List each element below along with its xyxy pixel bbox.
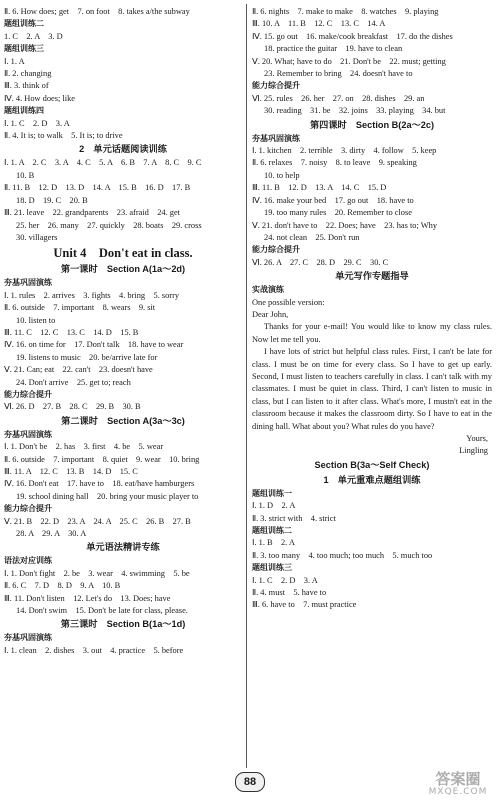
answer-line: Ⅱ. 2. changing — [4, 69, 52, 79]
answer-line: Ⅰ. 1. Don't fight 2. be 3. wear 4. swimming 5. be — [4, 568, 190, 578]
exercise-label: 题组训练四 — [4, 106, 44, 116]
answer-line: Ⅳ. 16. on time for 17. Don't talk 18. have to wear — [4, 340, 184, 350]
answer-line: Ⅳ. 16. Don't eat 17. have to 18. eat/have hamburgers — [4, 479, 195, 489]
answer-line: Ⅱ. 3. too many 4. too much; too much 5. much too — [252, 550, 433, 560]
answer-line: 24. Don't arrive 25. get to; reach — [16, 377, 131, 387]
answer-line: Ⅰ. 1. D 2. A — [252, 501, 296, 511]
answer-line: 23. Remember to bring 24. doesn't have to — [264, 69, 413, 79]
answer-line: 19. too many rules 20. Remember to close — [264, 208, 412, 218]
answer-line: 10. listen to — [16, 315, 56, 325]
answer-line: Ⅱ. 6. How does; get 7. on foot 8. takes a/the subway — [4, 7, 190, 16]
answer-line: Ⅱ. 6. outside 7. important 8. wears 9. sit — [4, 303, 156, 313]
answer-line: Ⅲ. 11. Don't listen 12. Let's do 13. Does; have — [4, 593, 171, 603]
exercise-label: 语法对应训练 — [4, 556, 52, 566]
answer-line: 10. to help — [264, 170, 300, 180]
answer-line: Ⅴ. 21. B 22. D 23. A 24. A 25. C 26. B 27. B — [4, 516, 191, 526]
answer-line: Ⅵ. 25. rules 26. her 27. on 28. dishes 29. an — [252, 93, 425, 103]
answer-line: Ⅴ. 20. What; have to do 21. Don't be 22. must; getting — [252, 56, 446, 66]
answer-line: Ⅱ. 6. C 7. D 8. D 9. A 10. B — [4, 581, 121, 591]
section-heading: Unit 4 Don't eat in class. — [53, 246, 193, 261]
answer-line: Yours, — [466, 434, 488, 443]
answer-line: Ⅰ. 1. clean 2. dishes 3. out 4. practice 5. before — [4, 645, 184, 655]
answer-line: Dear John, — [252, 309, 289, 319]
answer-line: Ⅲ. 11. C 12. C 13. C 14. D 15. B — [4, 327, 139, 337]
answer-line: Ⅲ. 21. leave 22. grandparents 23. afraid 24. get — [4, 208, 181, 218]
section-heading: 第一课时 Section A(1a～2d) — [60, 264, 186, 275]
exercise-label: 能力综合提升 — [252, 81, 300, 91]
answer-line: 19. listens to music 20. be/arrive late for — [16, 352, 158, 362]
exercise-label: 题组训练三 — [4, 44, 44, 54]
answer-line: Ⅰ. 1. B 2. A — [252, 538, 295, 548]
answer-line: 19. school dining hall 20. bring your music player to — [16, 491, 199, 501]
section-heading: 单元语法精讲专练 — [86, 542, 160, 553]
exercise-label: 题组训练三 — [252, 563, 292, 573]
answer-line: Ⅲ. 11. B 12. D 13. A 14. C 15. D — [252, 183, 387, 193]
answer-line: Ⅳ. 16. make your bed 17. go out 18. have to — [252, 195, 414, 205]
answer-line: Ⅱ. 6. relaxes 7. noisy 8. to leave 9. speaking — [252, 158, 417, 168]
answer-line: 10. B — [16, 170, 35, 180]
section-heading: 第四课时 Section B(2a～2c) — [309, 119, 435, 130]
answer-line: 30. reading 31. be 32. joins 33. playing 34. but — [264, 106, 446, 116]
answer-line: Ⅰ. 1. Don't be 2. has 3. first 4. be 5. wear — [4, 442, 164, 452]
answer-line: Ⅳ. 4. How does; like — [4, 93, 75, 103]
watermark-text: 答案圈 — [435, 770, 481, 788]
answer-line: 30. villagers — [16, 232, 58, 242]
answer-line: Ⅱ. 6. outside 7. important 8. quiet 9. wear 10. bring — [4, 454, 200, 464]
answer-line: Ⅰ. 1. rules 2. arrives 3. fights 4. bring 5. sorry — [4, 290, 180, 300]
answer-line: Ⅰ. 1. A 2. C 3. A 4. C 5. A 6. B 7. A 8. C 9. C — [4, 158, 202, 168]
answer-line: Ⅰ. 1. C 2. D 3. A — [4, 118, 70, 128]
watermark-logo — [418, 772, 498, 800]
right-column — [252, 6, 492, 612]
exercise-label: 能力综合提升 — [4, 389, 52, 399]
exercise-label: 题组训练一 — [252, 488, 292, 498]
column-divider — [246, 4, 247, 768]
answer-line: Ⅵ. 26. A 27. C 28. D 29. C 30. C — [252, 257, 389, 267]
answer-line: Ⅲ. 3. think of — [4, 81, 49, 91]
answer-line: 25. her 26. many 27. quickly 28. boats 29. cross — [16, 220, 202, 230]
exercise-label: 能力综合提升 — [252, 245, 300, 255]
exercise-label: 夯基巩固演练 — [4, 278, 52, 288]
exercise-label: 题组训练二 — [4, 19, 44, 29]
exercise-label: 夯基巩固演练 — [252, 133, 300, 143]
exercise-label: 夯基巩固演练 — [4, 429, 52, 439]
section-heading: 单元写作专题指导 — [335, 271, 409, 282]
answer-line: Ⅱ. 4. It is; to walk 5. It is; to drive — [4, 131, 123, 141]
letter-paragraph: I have lots of strict but helpful class rules. First, I can't be late for class. I must be on time for every class. So I have to get up early. Second, I must listen to teachers carefully in class. I can't talk with my classmates. I must be quiet in class. Third, I can't listen to music in class, but I can listen to it after class. What's more, I mustn't eat in the classroom because it makes the classroom dirty. So I have to eat in the dining hall. What about you? What rules do you have? — [252, 347, 492, 431]
answer-line: 28. A 29. A 30. A — [16, 529, 87, 539]
answer-line: Ⅰ. 1. C 2. D 3. A — [252, 575, 318, 585]
left-column — [4, 6, 242, 657]
answer-line: Ⅲ. 10. A 11. B 12. C 13. C 14. A — [252, 19, 386, 29]
answer-line: Ⅱ. 6. nights 7. make to make 8. watches 9. playing — [252, 7, 439, 16]
section-heading: 2 单元话题阅读训练 — [79, 144, 167, 155]
answer-line: Ⅵ. 26. D 27. B 28. C 29. B 30. B — [4, 402, 141, 412]
answer-line: Ⅴ. 21. Can; eat 22. can't 23. doesn't have — [4, 365, 153, 375]
section-heading: Section B(3a～Self Check) — [314, 459, 430, 470]
answer-line: Ⅱ. 11. B 12. D 13. D 14. A 15. B 16. D 17. B — [4, 183, 191, 193]
exercise-label: 实战演练 — [252, 285, 284, 295]
answer-line: Lingling — [459, 446, 488, 456]
answer-line: 18. D 19. C 20. B — [16, 195, 88, 205]
answer-line: Ⅰ. 1. kitchen 2. terrible 3. dirty 4. follow 5. keep — [252, 146, 437, 156]
exercise-label: 能力综合提升 — [4, 504, 52, 514]
section-heading: 1 单元重难点题组训练 — [323, 474, 421, 485]
answer-line: Ⅴ. 21. don't have to 22. Does; have 23. has to; Why — [252, 220, 438, 230]
page-number: 88 — [235, 772, 265, 792]
answer-line: Ⅲ. 6. have to 7. must practice — [252, 600, 357, 610]
answer-line: 14. Don't swim 15. Don't be late for class, please. — [16, 606, 188, 616]
watermark-subtext: MXQE.COM — [428, 787, 488, 797]
section-heading: 第三课时 Section B(1a～1d) — [60, 619, 186, 630]
answer-line: Ⅱ. 4. must 5. have to — [252, 588, 327, 598]
answer-line: Ⅰ. 1. A — [4, 56, 25, 66]
answer-line: 24. not clean 25. Don't run — [264, 232, 360, 242]
answer-line: Ⅱ. 3. strict with 4. strict — [252, 513, 336, 523]
letter-paragraph: Thanks for your e-mail! You would like to know my class rules. Now let me tell you. — [252, 322, 492, 344]
answer-line: 18. practice the guitar 19. have to clean — [264, 44, 403, 54]
exercise-label: 夯基巩固演练 — [4, 633, 52, 643]
section-heading: 第二课时 Section A(3a～3c) — [61, 415, 185, 426]
exercise-label: 题组训练二 — [252, 526, 292, 536]
answer-line: One possible version: — [252, 297, 325, 307]
answer-line: Ⅲ. 11. A 12. C 13. B 14. D 15. C — [4, 467, 138, 476]
answer-line: 1. C 2. A 3. D — [4, 31, 63, 41]
answer-line: Ⅳ. 15. go out 16. make/cook breakfast 17. do the dishes — [252, 31, 453, 41]
